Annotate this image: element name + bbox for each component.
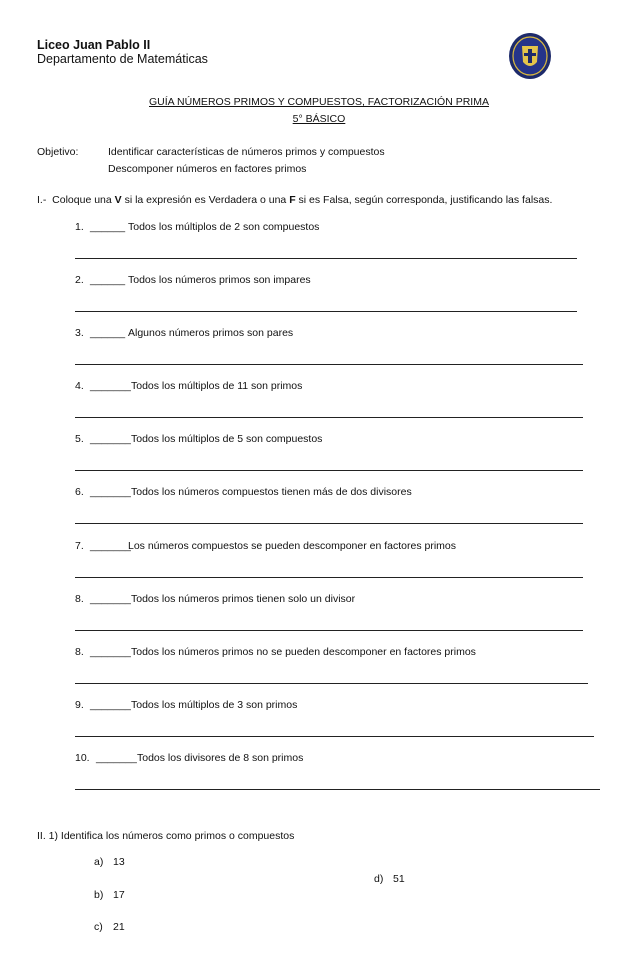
justification-line[interactable] xyxy=(75,789,600,790)
department-name: Departamento de Matemáticas xyxy=(37,52,208,66)
item-number: 9. xyxy=(75,699,84,711)
option-label: c) xyxy=(94,921,103,933)
statement-text: Todos los múltiplos de 2 son compuestos xyxy=(128,221,320,233)
item-number: 10. xyxy=(75,752,90,764)
answer-blank[interactable]: ______ xyxy=(90,274,126,286)
statement-text: Todos los números compuestos tienen más de dos divisores xyxy=(131,486,412,498)
answer-blank[interactable]: _______ xyxy=(90,540,131,552)
justification-line[interactable] xyxy=(75,311,577,312)
item-number: 4. xyxy=(75,380,84,392)
school-logo xyxy=(508,32,552,80)
item-number: 3. xyxy=(75,327,84,339)
justification-line[interactable] xyxy=(75,364,583,365)
item-number: 8. xyxy=(75,646,84,658)
item-number: 7. xyxy=(75,540,84,552)
answer-blank[interactable]: _______ xyxy=(96,752,137,764)
justification-line[interactable] xyxy=(75,683,588,684)
answer-blank[interactable]: _______ xyxy=(90,486,131,498)
section-1-instruction: I.- Coloque una V si la expresión es Verdadera o una F si es Falsa, según corresponda, justificando las falsas. xyxy=(37,194,553,206)
statement-text: Todos los múltiplos de 11 son primos xyxy=(131,380,303,392)
answer-blank[interactable]: _______ xyxy=(90,380,131,392)
statement-text: Todos los números primos son impares xyxy=(128,274,311,286)
school-crest-icon xyxy=(508,32,552,80)
number-value: 13 xyxy=(113,856,125,868)
item-number: 5. xyxy=(75,433,84,445)
statement-text: Algunos números primos son pares xyxy=(128,327,294,339)
statement-text: Todos los divisores de 8 son primos xyxy=(137,752,304,764)
item-number: 6. xyxy=(75,486,84,498)
number-value: 17 xyxy=(113,889,125,901)
objective-line-1: Identificar características de números primos y compuestos xyxy=(108,146,385,158)
grade-title: 5° BÁSICO xyxy=(292,113,346,125)
answer-blank[interactable]: _______ xyxy=(90,593,131,605)
answer-blank[interactable]: _______ xyxy=(90,646,131,658)
school-name: Liceo Juan Pablo II xyxy=(37,38,151,52)
justification-line[interactable] xyxy=(75,258,577,259)
justification-line[interactable] xyxy=(75,470,583,471)
justification-line[interactable] xyxy=(75,736,594,737)
option-label: d) xyxy=(374,873,384,885)
justification-line[interactable] xyxy=(75,630,583,631)
option-label: b) xyxy=(94,889,104,901)
section-2-heading: II. 1) Identifica los números como primos o compuestos xyxy=(37,830,295,842)
answer-blank[interactable]: _______ xyxy=(90,699,131,711)
justification-line[interactable] xyxy=(75,523,583,524)
answer-blank[interactable]: ______ xyxy=(90,221,126,233)
option-label: a) xyxy=(94,856,104,868)
justification-line[interactable] xyxy=(75,577,583,578)
statement-text: Todos los números primos no se pueden descomponer en factores primos xyxy=(131,646,476,658)
statement-text: Todos los múltiplos de 5 son compuestos xyxy=(131,433,323,445)
page-title: GUÍA NÚMEROS PRIMOS Y COMPUESTOS, FACTORIZACIÓN PRIMA xyxy=(149,96,489,108)
objective-line-2: Descomponer números en factores primos xyxy=(108,163,307,175)
objective-label: Objetivo: xyxy=(37,146,79,158)
statement-text: Los números compuestos se pueden descomponer en factores primos xyxy=(128,540,457,552)
justification-line[interactable] xyxy=(75,417,583,418)
item-number: 2. xyxy=(75,274,84,286)
statement-text: Todos los números primos tienen solo un divisor xyxy=(131,593,356,605)
item-number: 1. xyxy=(75,221,84,233)
answer-blank[interactable]: _______ xyxy=(90,433,131,445)
number-value: 21 xyxy=(113,921,125,933)
item-number: 8. xyxy=(75,593,84,605)
statement-text: Todos los múltiplos de 3 son primos xyxy=(131,699,298,711)
number-value: 51 xyxy=(393,873,405,885)
answer-blank[interactable]: ______ xyxy=(90,327,126,339)
